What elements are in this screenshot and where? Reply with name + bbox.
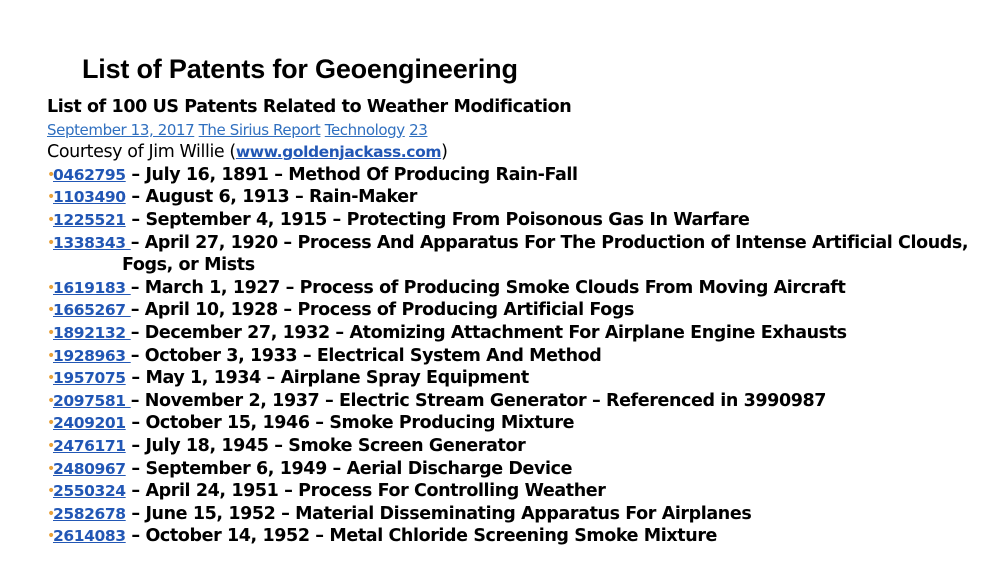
patent-link[interactable]: 1665267 — [53, 301, 131, 320]
patent-description: – July 18, 1945 – Smoke Screen Generator — [125, 435, 526, 456]
bullet-icon: • — [47, 437, 55, 454]
bullet-icon: • — [47, 189, 55, 206]
list-item — [47, 480, 977, 503]
patent-link[interactable]: 1103490 — [53, 188, 126, 207]
bullet-icon: • — [47, 211, 55, 228]
patent-description: – July 16, 1891 – Method Of Producing Rain-Fall — [125, 164, 578, 185]
patent-link[interactable]: 1892132 — [53, 323, 131, 342]
patent-description: – December 27, 1932 – Atomizing Attachment For Airplane Engine Exhausts — [130, 322, 847, 343]
patent-description: – August 6, 1913 – Rain-Maker — [125, 187, 417, 208]
patent-description-continued: Fogs, or Mists — [122, 255, 255, 276]
source-link[interactable]: The Sirius Report — [198, 120, 321, 139]
list-item — [47, 299, 977, 322]
list-item — [47, 367, 977, 390]
list-item — [47, 209, 977, 232]
article-meta — [47, 119, 977, 142]
patent-list — [47, 164, 977, 548]
bullet-icon: • — [47, 370, 55, 387]
bullet-icon: • — [47, 302, 55, 319]
category-link[interactable]: Technology — [324, 120, 405, 139]
patent-link[interactable]: 2409201 — [53, 414, 126, 433]
list-item — [47, 435, 977, 458]
patent-link[interactable]: 2550324 — [53, 482, 126, 501]
date-link[interactable]: September 13, 2017 — [47, 120, 195, 139]
goldenjackass-link[interactable]: www.goldenjackass.com — [235, 143, 442, 162]
patent-description: – October 3, 1933 – Electrical System And Method — [130, 345, 602, 366]
list-item — [47, 412, 977, 435]
list-item — [47, 277, 977, 300]
patent-description: – March 1, 1927 – Process of Producing Smoke Clouds From Moving Aircraft — [130, 277, 846, 298]
patent-description: – October 15, 1946 – Smoke Producing Mixture — [125, 413, 575, 434]
list-item — [47, 186, 977, 209]
bullet-icon: • — [47, 483, 55, 500]
bullet-icon: • — [47, 279, 55, 296]
bullet-icon: • — [47, 166, 55, 183]
list-item — [47, 232, 977, 277]
list-item — [47, 503, 977, 526]
bullet-icon: • — [47, 415, 55, 432]
patent-link[interactable]: 2614083 — [53, 527, 126, 546]
bullet-icon: • — [47, 324, 55, 341]
patent-link[interactable]: 2582678 — [53, 504, 126, 523]
patent-link[interactable]: 1619183 — [53, 278, 131, 297]
patent-link[interactable]: 2476171 — [53, 436, 126, 455]
content-block — [47, 96, 977, 548]
patent-description: – April 24, 1951 – Process For Controlling Weather — [125, 481, 606, 502]
patent-description: – April 10, 1928 – Process of Producing Artificial Fogs — [130, 300, 634, 321]
patent-description: – May 1, 1934 – Airplane Spray Equipment — [125, 368, 529, 389]
bullet-icon: • — [47, 505, 55, 522]
courtesy-line — [47, 141, 977, 164]
patent-description: – June 15, 1952 – Material Disseminating Apparatus For Airplanes — [125, 503, 752, 524]
courtesy-prefix: Courtesy of Jim Willie ( — [47, 142, 236, 163]
list-item — [47, 322, 977, 345]
patent-link[interactable]: 2097581 — [53, 391, 131, 410]
bullet-icon: • — [47, 347, 55, 364]
courtesy-suffix: ) — [441, 142, 448, 163]
list-item — [47, 164, 977, 187]
bullet-icon: • — [47, 528, 55, 545]
patent-description: – September 4, 1915 – Protecting From Poisonous Gas In Warfare — [125, 209, 750, 230]
patent-description: – September 6, 1949 – Aerial Discharge Device — [125, 458, 573, 479]
patent-link[interactable]: 1338343 — [53, 233, 131, 252]
bullet-icon: • — [47, 392, 55, 409]
list-item — [47, 458, 977, 481]
bullet-icon: • — [47, 234, 55, 251]
list-item — [47, 345, 977, 368]
patent-link[interactable]: 1928963 — [53, 346, 131, 365]
bullet-icon: • — [47, 460, 55, 477]
patent-link[interactable]: 1957075 — [53, 369, 126, 388]
patent-link[interactable]: 1225521 — [53, 210, 126, 229]
patent-link[interactable]: 2480967 — [53, 459, 126, 478]
patent-link[interactable]: 0462795 — [53, 165, 126, 184]
patent-description: – October 14, 1952 – Metal Chloride Screening Smoke Mixture — [125, 526, 718, 547]
patent-description: – April 27, 1920 – Process And Apparatus For The Production of Intense Artificial Clouds, — [130, 232, 969, 253]
patent-description: – November 2, 1937 – Electric Stream Generator – Referenced in 3990987 — [130, 390, 827, 411]
comment-count-link[interactable]: 23 — [409, 120, 428, 139]
subtitle: List of 100 US Patents Related to Weather Modification — [47, 97, 572, 117]
list-item — [47, 390, 977, 413]
page-title: List of Patents for Geoengineering — [82, 54, 518, 84]
list-item — [47, 525, 977, 548]
